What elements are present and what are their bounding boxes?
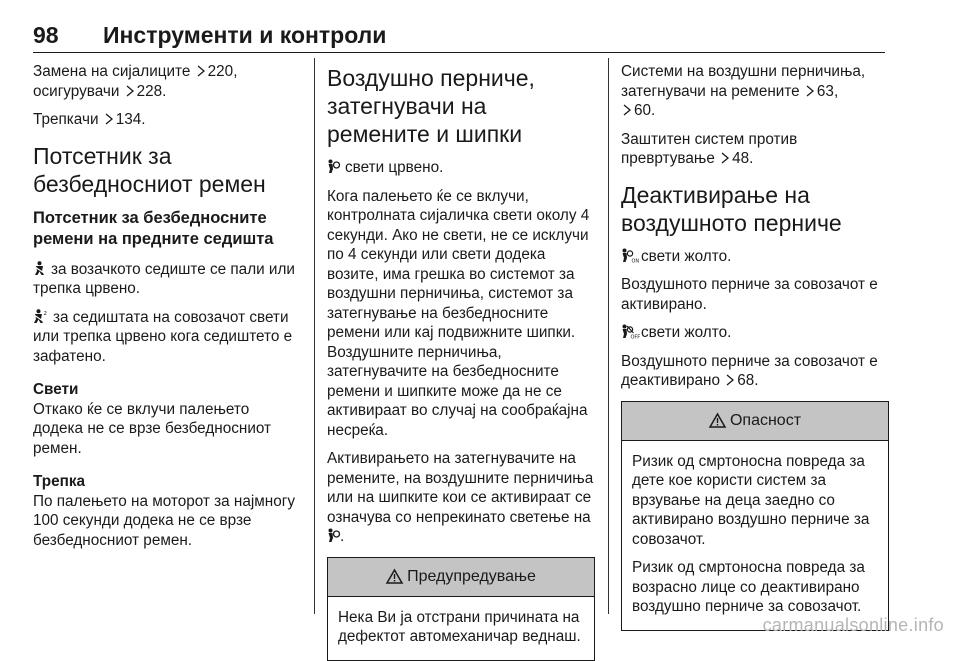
column-middle (327, 62, 595, 661)
passenger-seatbelt-paragraph: 2 за седиштата на совозачот свети или трепка црвено кога седиштето е зафатено. (33, 308, 293, 365)
svg-text:2: 2 (43, 310, 47, 317)
airbag-off-text: Воздушното перниче за совозачот е деактивирано 68. (621, 352, 878, 389)
svg-text:ON: ON (631, 258, 640, 264)
svg-text:OFF: OFF (630, 334, 641, 341)
airbag-warning-icon (327, 528, 340, 543)
page-ref-link[interactable]: 60 (634, 102, 652, 119)
page-ref-arrow-icon (806, 85, 814, 97)
airbag-on-status: ON свети жолто. (621, 247, 889, 267)
cross-reference-paragraph: Замена на сијалиците 220, осигурувачи 228. (33, 63, 238, 100)
page-header (33, 18, 885, 53)
lights-paragraph: Откако ќе се вклучи палењето додека не се врзе безбедносниот ремен. (33, 400, 272, 457)
page-number: 98 (33, 22, 59, 48)
warning-box (327, 557, 595, 661)
page-ref-arrow-icon (126, 85, 134, 97)
airbag-paragraph-2: Активирањето на затегнувачите на ремените, на воздушните перничиња или на шипките кои се активираат се означува со непрекинато светење на . (327, 450, 594, 545)
cross-reference-paragraph: Заштитен систем против превртување 48. (621, 130, 798, 167)
column-divider (608, 58, 609, 614)
danger-text-child: Ризик од смртоносна повреда за дете кое користи систем за врзување на деца заедно со активирано воздушно перниче за совозачот. (632, 452, 870, 548)
danger-title: Опасност (729, 411, 802, 429)
seatbelt-reminder-icon (33, 261, 46, 276)
page-ref-arrow-icon (197, 65, 205, 77)
airbag-off-status: OFF свети жолто. (621, 323, 889, 343)
warning-triangle-icon (386, 569, 403, 584)
warning-triangle-icon (709, 413, 726, 428)
airbag-warning-icon (327, 159, 340, 174)
danger-box-header (622, 402, 888, 441)
column-divider (314, 58, 315, 614)
page-ref-link[interactable]: 228 (136, 82, 163, 100)
column-right (621, 62, 889, 631)
danger-text-adult: Ризик од смртоносна повреда за возрасно лице со деактивирано воздушно перниче за совозачот. (632, 559, 865, 615)
page-ref-arrow-icon (105, 113, 113, 125)
airbag-on-text: Воздушното перниче за совозачот е активирано. (621, 276, 878, 313)
page-ref-link[interactable]: 63 (816, 82, 834, 100)
cross-reference-paragraph: Системи на воздушни перничиња, затегнувачи на ремените 63, 60. (621, 63, 866, 119)
cross-reference-paragraph: Трепкачи 134. (33, 111, 146, 128)
page-ref-link[interactable]: 220 (207, 63, 234, 80)
danger-box (621, 401, 889, 631)
page-ref-link[interactable]: 48 (732, 150, 750, 167)
airbag-paragraph-1: Кога палењето ќе се вклучи, контролната сијаличка свети околу 4 секунди. Ако не свети, не се исклучи по 4 секунди или свети додека возите, има грешка во системот за воздушни перничиња, системот за затегнување на безбедносните ремени или кај подвижните шипки. Воздушните перничиња, затегнувачите на безбедносните ремени и шипките може да не се активираат во случај на сообраќајна несреќа. (327, 187, 590, 439)
passenger-seatbelt-icon (33, 309, 48, 324)
page-ref-link[interactable]: 134 (115, 111, 142, 128)
driver-seatbelt-paragraph: за возачкото седиште се пали или трепка црвено. (33, 260, 295, 297)
section-title: Инструменти и контроли (103, 22, 387, 48)
page-ref-arrow-icon (726, 374, 734, 386)
page-ref-arrow-icon (623, 104, 631, 116)
warning-box-header (328, 558, 594, 597)
flash-paragraph: По палењето на моторот за најмногу 100 секунди додека не се врзе безбедносниот ремен. (33, 492, 295, 549)
page-ref-link[interactable]: 68 (737, 372, 755, 389)
section-heading: Воздушно перниче, затегнувачи на ремените и шипки (327, 65, 535, 147)
warning-title: Предупредување (407, 567, 536, 585)
passenger-airbag-on-icon (621, 248, 640, 264)
warning-text: Нека Ви ја отстрани причината на дефектот автомеханичар веднаш. (338, 608, 581, 645)
section-heading: Потсетник за безбедносниот ремен (33, 142, 266, 197)
flash-heading: Трепка (33, 473, 86, 490)
section-heading: Деактивирање на воздушното перниче (621, 181, 842, 236)
passenger-airbag-off-icon (621, 324, 641, 341)
airbag-status-paragraph: свети црвено. (327, 158, 595, 178)
lights-heading: Свети (33, 381, 79, 398)
subsection-heading: Потсетник за безбедносните ремени на предните седишта (33, 208, 274, 248)
column-left (33, 62, 301, 559)
page-ref-arrow-icon (721, 152, 729, 164)
watermark: carmanualsonline.info (762, 615, 944, 635)
